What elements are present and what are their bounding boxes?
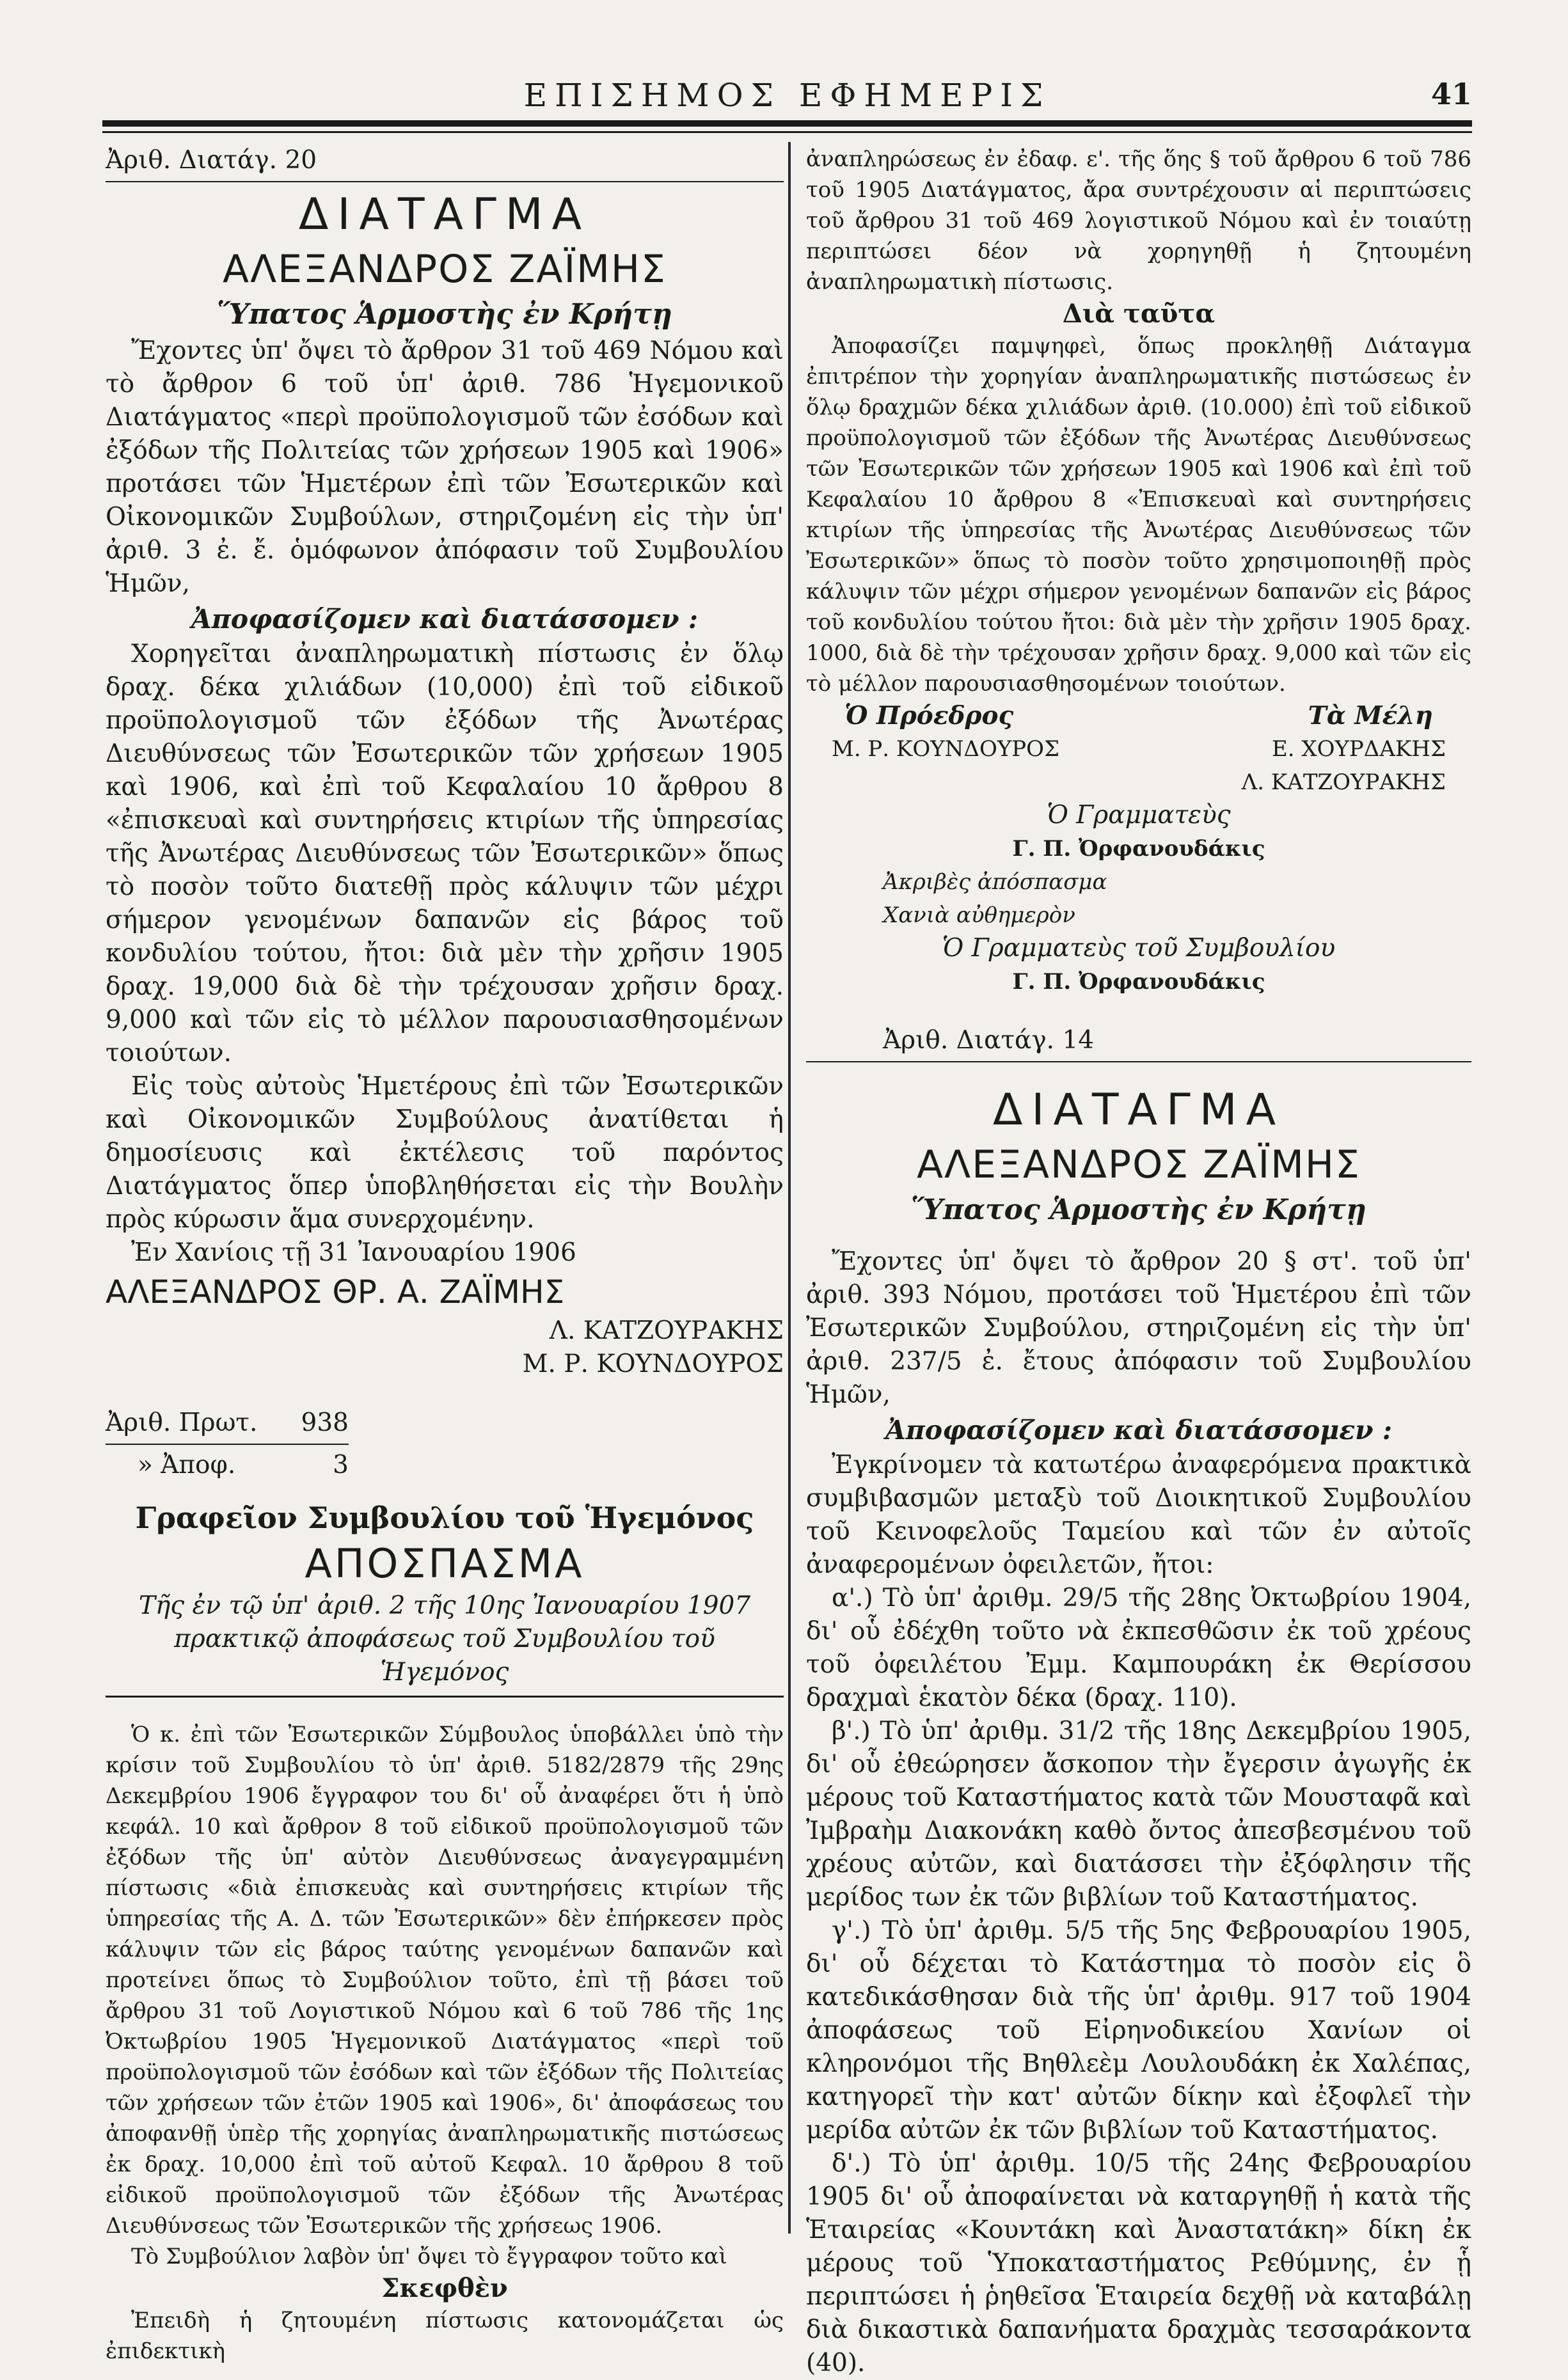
divider bbox=[806, 1061, 1471, 1062]
decree-date: Ἐν Χανίοις τῇ 31 Ἰανουαρίου 1906 bbox=[131, 1238, 576, 1267]
settlement-c: γ'.) Τὸ ὑπ' ἀριθμ. 5/5 τῆς 5ης Φεβρουαρίου 1905, δι' οὗ δέχεται τὸ Κατάστημα τὸ ποσὸν εἰς ὃ κατεδικάσθησαν διὰ τῆς ὑπ' ἀριθμ. 917 τοῦ 1904 ἀποφάσεως τοῦ Εἰρηνοδικείου Χανίων οἱ κληρονόμοι τῆς Βηθλεὲμ Λουλουδάκη ἐκ Χαλέπας, κατηγορεῖ τὴν κατ' αὐτῶν δίκην καὶ ἐξοφλεῖ τὴν μερίδα αὐτῶν ἐκ τῶν βιβλίων τοῦ Καταστήματος. bbox=[806, 1916, 1471, 2145]
issuer-title: Ὕπατος Ἁρμοστὴς ἐν Κρήτῃ bbox=[911, 1194, 1366, 1226]
header-rule-thin bbox=[102, 131, 1472, 133]
council-secretary-label: Ὁ Γραμματεὺς τοῦ Συμβουλίου bbox=[942, 934, 1336, 963]
protocol-ref bbox=[106, 1407, 349, 1440]
signatory: ΑΛΕΞΑΝΔΡΟΣ ΘΡ. Α. ΖΑΪΜΗΣ bbox=[106, 1273, 565, 1311]
decree-preamble: Ἔχοντες ὑπ' ὄψει τὸ ἄρθρον 20 § στ'. τοῦ ὑπ' ἀριθ. 393 Νόμου, προτάσει τοῦ Ἡμετέρου ἐπὶ τῶν Ἐσωτερικῶν Συμβούλου, στηριζομένη εἰς τὴν ὑπ' ἀριθ. 237/5 ἐ. ἔτους ἀπόφασιν τοῦ Συμβουλίου Ἡμῶν, bbox=[806, 1247, 1471, 1409]
decree-formula: Ἀποφασίζομεν καὶ διατάσσομεν : bbox=[191, 604, 699, 634]
decree-ref: Ἀριθ. Διατάγ. 14 bbox=[883, 1026, 1095, 1055]
gazette-title: ΕΠΙΣΗΜΟΣ ΕΦΗΜΕΡΙΣ bbox=[523, 77, 1051, 114]
protocol-label: Ἀριθ. Πρωτ. bbox=[106, 1408, 258, 1437]
signature-labels bbox=[806, 699, 1471, 732]
decree-title: ΔΙΑΤΑΓΜΑ bbox=[298, 189, 591, 240]
member-2: Λ. ΚΑΤΖΟΥΡΑΚΗΣ bbox=[1241, 769, 1446, 795]
office-heading: Γραφεῖον Συμβουλίου τοῦ Ἡγεμόνος bbox=[135, 1501, 754, 1535]
left-column bbox=[106, 144, 784, 2367]
column-divider bbox=[788, 142, 791, 2234]
issuer-name: ΑΛΕΞΑΝΔΡΟΣ ΖΑΪΜΗΣ bbox=[917, 1142, 1361, 1187]
decision-ref bbox=[106, 1449, 349, 1482]
decree-execution: Εἰς τοὺς αὐτοὺς Ἡμετέρους ἐπὶ τῶν Ἐσωτερικῶν καὶ Οἰκονομικῶν Συμβούλους ἀνατίθεται ἡ δημοσίευσις καὶ ἐκτέλεσις τοῦ παρόντος Διατάγματος ὅπερ ὑποβληθήσεται εἰς τὴν Βουλὴν πρὸς κύρωσιν ἅμα συνερχομένην. bbox=[106, 1072, 784, 1234]
right-column bbox=[806, 144, 1471, 2380]
decision-label: » Ἀποφ. bbox=[138, 1451, 236, 1479]
settlement-b: β'.) Τὸ ὑπ' ἀριθμ. 31/2 τῆς 18ης Δεκεμβρίου 1905, δι' οὗ ἐθεώρησεν ἄσκοπον τὴν ἔγερσιν ἀγωγῆς ἐκ μέρους τοῦ Καταστήματος κατὰ τῶν Μουσταφᾶ καὶ Ἰμβραὴμ Διακονάκη καθὸ ὄντος ἀπεσβεσμένου τοῦ χρέους αὐτῶν, καὶ διατάσσει τὴν ἐξόφλησιν τῆς μερίδος των ἐκ τῶν βιβλίων τοῦ Καταστήματος. bbox=[806, 1717, 1471, 1912]
president-name: Μ. Ρ. ΚΟΥΝΔΟΥΡΟΣ bbox=[832, 736, 1060, 762]
extract-continuation: ἀναπληρώσεως ἐν ἐδαφ. ε'. τῆς ὅης § τοῦ ἄρθρου 6 τοῦ 786 τοῦ 1905 Διατάγματος, ἄρα συντρέχουσιν αἱ περιπτώσεις τοῦ ἄρθρου 31 τοῦ 469 λογιστικοῦ Νόμου καὶ ἐν τοιαύτῃ περιπτώσει δέον νὰ χορηγηθῇ ἡ ζητουμένη ἀναπληρωματικὴ πίστωσις. bbox=[806, 146, 1471, 295]
divider bbox=[106, 1444, 349, 1445]
decree-title: ΔΙΑΤΑΓΜΑ bbox=[992, 1085, 1285, 1135]
divider bbox=[106, 181, 784, 182]
extract-reason: Ἐπειδὴ ἡ ζητουμένη πίστωσις κατονομάζεται ὡς ἐπιδεκτικὴ bbox=[106, 2308, 784, 2364]
heading-therefore: Διὰ ταῦτα bbox=[1062, 299, 1216, 329]
heading-considered: Σκεφθὲν bbox=[381, 2273, 508, 2303]
decree-body: Χορηγεῖται ἀναπληρωματικὴ πίστωσις ἐν ὅλῳ δραχ. δέκα χιλιάδων (10,000) ἐπὶ τοῦ εἰδικοῦ προϋπολογισμοῦ τῶν ἐξόδων τῆς Ἀνωτέρας Διευθύνσεως τῶν Ἐσωτερικῶν τῶν χρήσεων 1905 καὶ 1906, καὶ ἐπὶ τοῦ Κεφαλαίου 10 ἄρθρου 8 «ἐπισκευαὶ καὶ συντηρήσεις κτιρίων τῆς ὑπηρεσίας τῆς Ἀνωτέρας Διευθύνσεως τῶν Ἐσωτερικῶν» ὅπως τὸ ποσὸν τοῦτο διατεθῇ πρὸς κάλυψιν τῶν μέχρι σήμερον γενομένων δαπανῶν εἰς βάρος τοῦ κονδυλίου τούτου, ἤτοι: διὰ μὲν τὴν χρῆσιν 1905 δραχ. 19,000 διὰ δὲ τὴν τρέχουσαν χρῆσιν δραχ. 9,000 καὶ τῶν εἰς τὸ μέλλον παρουσιασθησομένων τοιούτων. bbox=[106, 640, 784, 1068]
page-number: 41 bbox=[1430, 77, 1472, 111]
decree-body: Ἐγκρίνομεν τὰ κατωτέρω ἀναφερόμενα πρακτικὰ συμβιβασμῶν μεταξὺ τοῦ Διοικητικοῦ Συμβουλίου τοῦ Κεινοφελοῦς Ταμείου καὶ τῶν ἐν αὐτοῖς ἀναφερομένων ὀφειλετῶν, ἤτοι: bbox=[806, 1451, 1471, 1579]
protocol-number: 938 bbox=[301, 1408, 349, 1437]
issuer-name: ΑΛΕΞΑΝΔΡΟΣ ΖΑΪΜΗΣ bbox=[223, 247, 667, 292]
secretary-label: Ὁ Γραμματεὺς bbox=[1047, 801, 1231, 830]
copy-label: Ἀκριβὲς ἀπόσπασμα bbox=[883, 869, 1107, 895]
extract-title: ΑΠΟΣΠΑΣΜΑ bbox=[305, 1540, 585, 1587]
council-secretary-name: Γ. Π. Ὀρφανουδάκις bbox=[1012, 969, 1265, 995]
council-decision: Ἀποφασίζει παμψηφεὶ, ὅπως προκληθῇ Διάταγμα ἐπιτρέπον τὴν χορηγίαν ἀναπληρωματικῆς πιστώσεως ἐν ὅλῳ δραχμῶν δέκα χιλιάδων ἀριθ. (10.000) ἐπὶ τοῦ εἰδικοῦ προϋπολογισμοῦ τῶν ἐξόδων τῆς Ἀνωτέρας Διευθύνσεως τῶν Ἐσωτερικῶν τῶν χρήσεων 1905 καὶ 1906 καὶ ἐπὶ τοῦ Κεφαλαίου 10 ἄρθρου 8 «Ἐπισκευαὶ καὶ συντηρήσεις κτιρίων τῆς ὑπηρεσίας τῆς Ἀνωτέρας Διευθύνσεως τῶν Ἐσωτερικῶν» ὅπως τὸ ποσὸν τοῦτο χρησιμοποιηθῇ πρὸς κάλυψιν τῶν μέχρι σήμερον γενομένων δαπανῶν εἰς βάρος τοῦ κονδυλίου τούτου ἤτοι: διὰ μὲν τὴν χρῆσιν 1905 δραχ. 1000, διὰ δὲ τὴν τρέχουσαν χρῆσιν δραχ. 9,000 καὶ τῶν εἰς τὸ μέλλον παρουσιασθησομένων τοιούτων. bbox=[806, 333, 1471, 697]
decree-formula: Ἀποφασίζομεν καὶ διατάσσομεν : bbox=[885, 1415, 1393, 1446]
copy-place: Χανιὰ αὐθημερὸν bbox=[883, 902, 1075, 928]
extract-subtitle: Τῆς ἐν τῷ ὑπ' ἀριθ. 2 τῆς 10ης Ἰανουαρίου 1907 πρακτικῷ ἀποφάσεως τοῦ Συμβουλίου τοῦ Ἡγεμόνος bbox=[138, 1591, 751, 1687]
cosignatory-2: Μ. Ρ. ΚΟΥΝΔΟΥΡΟΣ bbox=[522, 1350, 784, 1378]
extract-body: Ὁ κ. ἐπὶ τῶν Ἐσωτερικῶν Σύμβουλος ὑποβάλλει ὑπὸ τὴν κρίσιν τοῦ Συμβουλίου τὸ ὑπ' ἀριθ. 5182/2879 τῆς 29ης Δεκεμβρίου 1906 ἔγγραφον του δι' οὗ ἀναφέρει ὅτι ἡ ὑπὸ κεφάλ. 10 καὶ ἄρθρον 8 τοῦ εἰδικοῦ προϋπολογισμοῦ τῶν ἐξόδων τῆς ὑπ' αὐτὸν Διευθύνσεως ἀναγεγραμμένη πίστωσις «διὰ ἐπισκευὰς καὶ συντηρήσεις κτιρίων τῆς ὑπηρεσίας τῆς Α. Δ. τῶν Ἐσωτερικῶν» δὲν ἐπήρκεσεν πρὸς κάλυψιν τῶν εἰς βάρος ταύτης γενομένων δαπανῶν καὶ προτείνει ὅπως τὸ Συμβούλιον τοῦτο, ἐπὶ τῇ βάσει τοῦ ἄρθρου 31 τοῦ Λογιστικοῦ Νόμου καὶ 6 τοῦ 786 τῆς 1ης Ὀκτωβρίου 1905 Ἡγεμονικοῦ Διατάγματος «περὶ τοῦ προϋπολογισμοῦ τῶν ἐσόδων καὶ τῶν ἐξόδων τῆς Πολιτείας τῶν χρήσεων τῶν ἐτῶν 1905 καὶ 1906», δι' ἀποφάσεως του ἀποφανθῇ ὑπὲρ τῆς χορηγίας ἀναπληρωματικῆς πιστώσεως ἐκ δραχ. 10,000 ἐπὶ τοῦ αὐτοῦ Κεφαλ. 10 ἄρθρου 8 τοῦ εἰδικοῦ προϋπολογισμοῦ τῶν ἐξόδων τῆς Ἀνωτέρας Διευθύνσεως τῶν Ἐσωτερικῶν τῆς χρήσεως 1906. bbox=[106, 1722, 784, 2239]
divider bbox=[106, 1696, 784, 1698]
settlement-a: α'.) Τὸ ὑπ' ἀριθμ. 29/5 τῆς 28ης Ὀκτωβρίου 1904, δι' οὗ ἐδέχθη τοῦτο νὰ ἐκπεσθῶσιν ἐκ τοῦ χρέους τοῦ ὀφειλέτου Ἐμμ. Καμπουράκη ἐκ Θερίσσου δραχμαὶ ἑκατὸν δέκα (δραχ. 110). bbox=[806, 1584, 1471, 1712]
decision-number: 3 bbox=[333, 1451, 349, 1479]
secretary-name: Γ. Π. Ὀρφανουδάκις bbox=[1012, 836, 1265, 862]
cosignatory-1: Λ. ΚΑΤΖΟΥΡΑΚΗΣ bbox=[549, 1316, 784, 1345]
extract-considering: Τὸ Συμβούλιον λαβὸν ὑπ' ὄψει τὸ ἔγγραφον τοῦτο καὶ bbox=[131, 2244, 727, 2269]
settlement-d: δ'.) Τὸ ὑπ' ἀριθμ. 10/5 τῆς 24ης Φεβρουαρίου 1905 δι' οὗ ἀποφαίνεται νὰ καταργηθῇ ἡ κατὰ τῆς Ἑταιρείας «Κουντάκη καὶ Ἀναστατάκη» δίκη ἐκ μέρους τοῦ Ὑποκαταστήματος Ρεθύμνης, ἐν ᾗ περιπτώσει ἡ ῥηθεῖσα Ἑταιρεία δεχθῇ νὰ καταβάλῃ διὰ δικαστικὰ δαπανήματα δραχμὰς τεσσαράκοντα (40). bbox=[806, 2149, 1471, 2377]
members-label: Τὰ Μέλη bbox=[1308, 701, 1433, 730]
header-rule-thick bbox=[102, 120, 1472, 127]
decree-ref: Ἀριθ. Διατάγ. 20 bbox=[106, 146, 317, 175]
issuer-title: Ὕπατος Ἁρμοστὴς ἐν Κρήτῃ bbox=[217, 298, 672, 331]
member-1: Ε. ΧΟΥΡΔΑΚΗΣ bbox=[1271, 736, 1446, 762]
decree-preamble: Ἔχοντες ὑπ' ὄψει τὸ ἄρθρον 31 τοῦ 469 Νόμου καὶ τὸ ἄρθρον 6 τοῦ ὑπ' ἀριθ. 786 Ἡγεμονικοῦ Διατάγματος «περὶ προϋπολογισμοῦ τῶν ἐσόδων καὶ ἐξόδων τῆς Πολιτείας τῶν χρήσεων 1905 καὶ 1906» προτάσει τῶν Ἡμετέρων ἐπὶ τῶν Ἐσωτερικῶν καὶ Οἰκονομικῶν Συμβούλων, στηριζομένη εἰς τὴν ὑπ' ἀριθ. 3 ἐ. ἔ. ὁμόφωνον ἀπόφασιν τοῦ Συμβουλίου Ἡμῶν, bbox=[106, 336, 784, 598]
president-label: Ὁ Πρόεδρος bbox=[844, 701, 1014, 730]
signature-names bbox=[806, 732, 1471, 766]
